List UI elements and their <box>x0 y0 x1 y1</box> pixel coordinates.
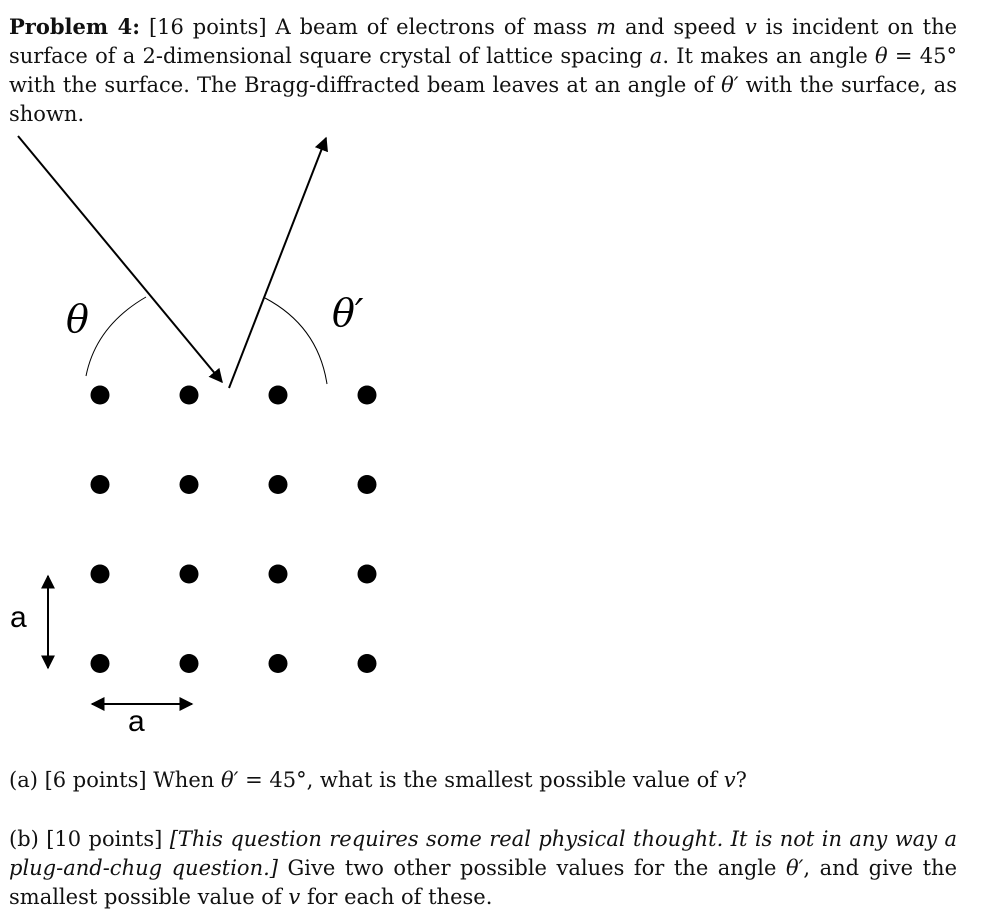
problem-points: [16 points] <box>148 15 267 39</box>
part-b <box>9 825 957 912</box>
diffracted-beam <box>229 138 326 388</box>
lattice-atom <box>358 386 377 405</box>
part-b-theta-prime: θ′ <box>785 856 804 880</box>
lattice-atom <box>91 475 110 494</box>
theta-label: θ <box>66 297 89 341</box>
theta-prime-label: θ′ <box>332 291 364 335</box>
part-b-label: (b) [10 points] <box>9 827 163 851</box>
bragg-diagram <box>0 100 420 740</box>
incident-beam <box>18 136 222 382</box>
part-b-text-3: for each of these. <box>306 885 493 909</box>
part-a-label: (a) [6 points] When <box>9 768 215 792</box>
lattice-atom <box>358 654 377 673</box>
lattice-atom <box>91 386 110 405</box>
spacing-label-vertical: a <box>10 601 27 634</box>
var-a: a <box>649 44 663 68</box>
intro-text-3: is incident on the surface of a 2-dimensional square crystal of lattice spacing <box>9 15 958 68</box>
problem-heading: Problem 4: <box>9 14 141 39</box>
lattice-atom <box>269 475 288 494</box>
spacing-label-horizontal: a <box>128 705 145 738</box>
lattice-atom <box>180 565 199 584</box>
part-a-var-v: v <box>723 768 736 792</box>
lattice-atom <box>269 565 288 584</box>
var-v: v <box>744 15 757 39</box>
theta-arc <box>86 297 146 376</box>
intro-equation: = 45° <box>894 44 957 68</box>
lattice-atom <box>269 386 288 405</box>
part-a-question: = 45°, what is the smallest possible value of <box>245 768 718 792</box>
intro-text-6: with the surface, as shown. <box>9 73 957 126</box>
lattice-atom <box>180 654 199 673</box>
lattice-atom <box>269 654 288 673</box>
lattice-atom <box>180 386 199 405</box>
var-theta: θ <box>875 44 888 68</box>
part-a-theta-prime: θ′ <box>220 768 239 792</box>
crystal-lattice <box>91 386 377 674</box>
part-b-text-2: , and give the smallest possible value of <box>9 856 957 909</box>
part-a-end: ? <box>735 768 747 792</box>
part-b-var-v: v <box>288 885 301 909</box>
theta-prime-arc <box>265 298 327 384</box>
var-theta-prime: θ′ <box>721 73 739 97</box>
lattice-atom <box>358 475 377 494</box>
intro-text-5: with the surface. The Bragg-diffracted beam leaves at an angle of <box>9 73 714 97</box>
part-b-note: [This question requires some real physical thought. It is not in any way a plug-and-chug question.] <box>9 827 957 880</box>
lattice-atom <box>358 565 377 584</box>
part-a <box>9 766 957 795</box>
lattice-atom <box>91 654 110 673</box>
lattice-atom <box>180 475 199 494</box>
var-m: m <box>596 15 617 39</box>
intro-text-4: . It makes an angle <box>662 44 868 68</box>
intro-text-1: A beam of electrons of mass <box>275 15 588 39</box>
intro-text-2: and speed <box>624 15 736 39</box>
part-b-text-1: Give two other possible values for the angle <box>287 856 777 880</box>
lattice-atom <box>91 565 110 584</box>
